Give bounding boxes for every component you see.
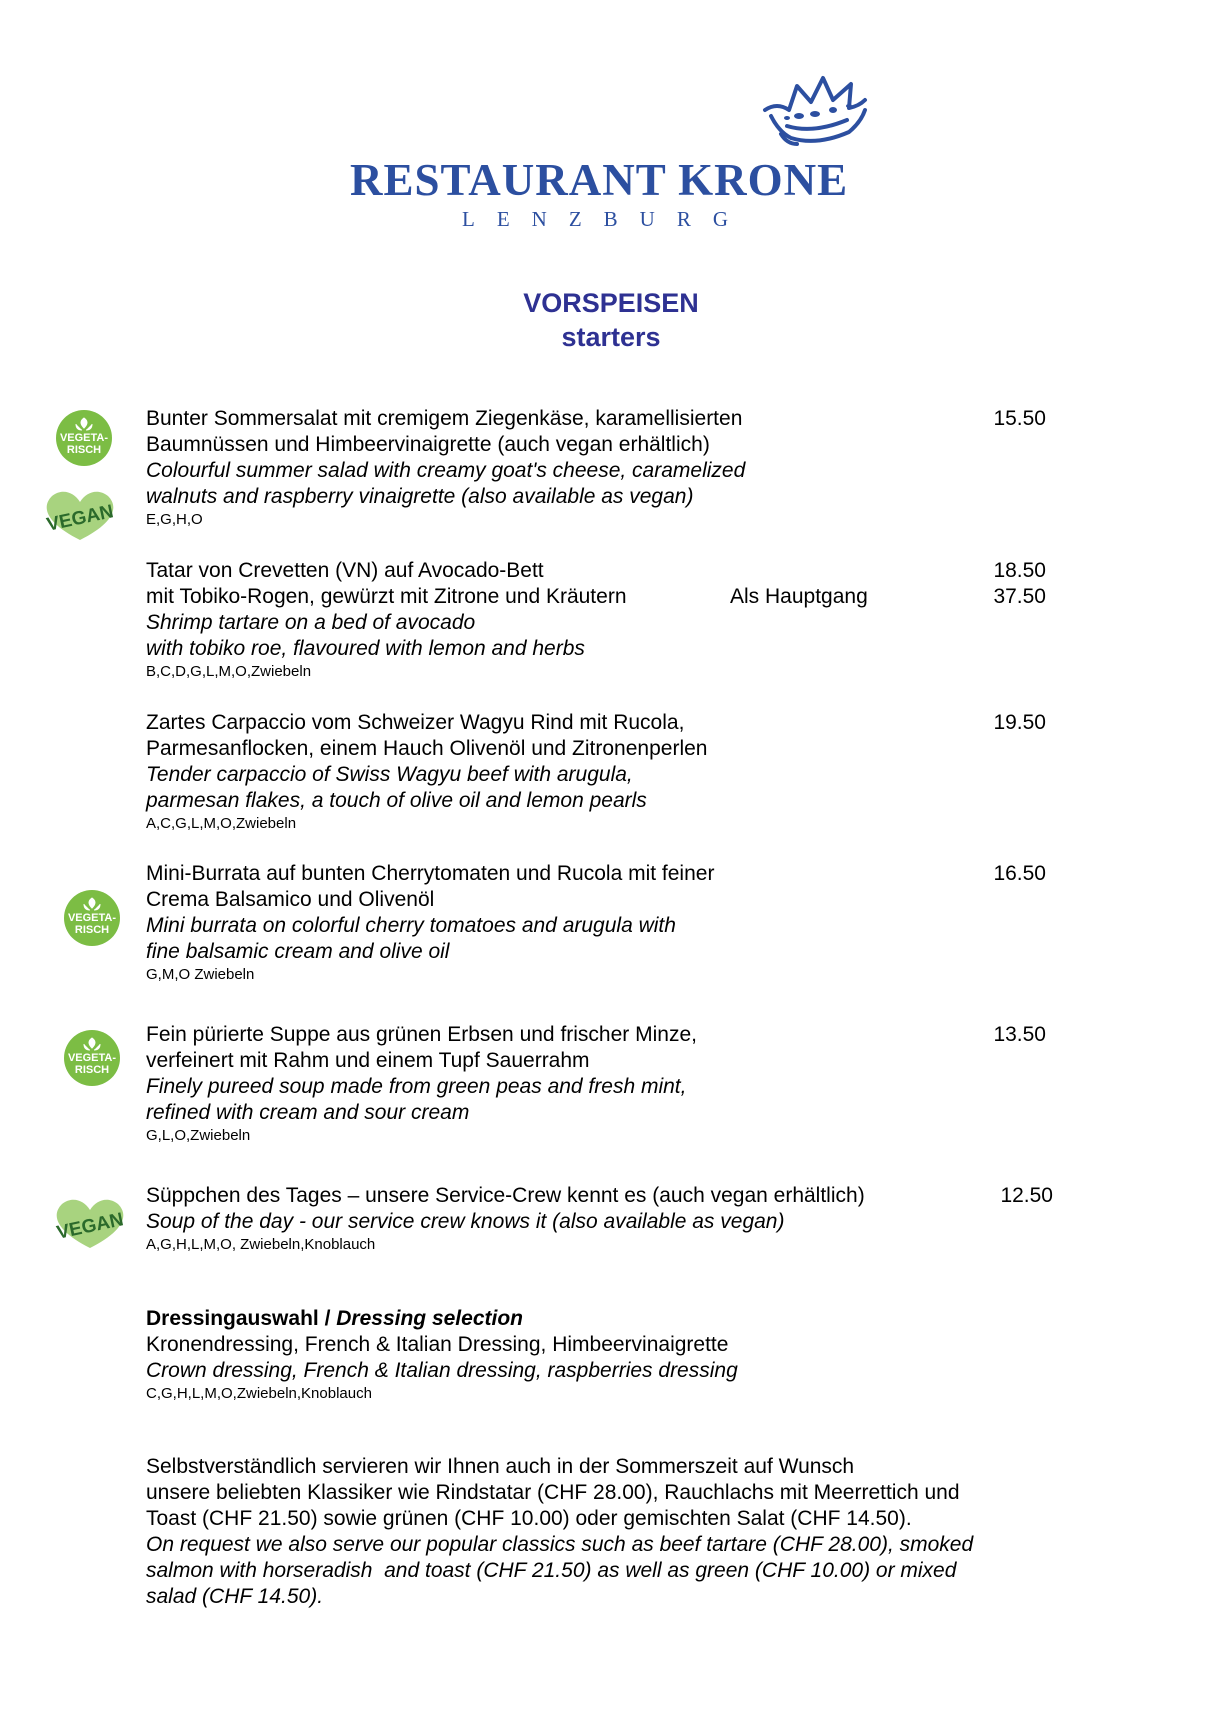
dressing-title-en: Dressing selection [336, 1307, 523, 1330]
item-price: 16.50 [993, 862, 1046, 885]
item-name-en: Colourful summer salad with creamy goat's cheese, caramelized [146, 459, 746, 482]
dressing-title-de: Dressingauswahl [146, 1307, 319, 1330]
item-name-en: with tobiko roe, flavoured with lemon and herbs [146, 637, 585, 660]
item-name-de: Süppchen des Tages – unsere Service-Crew kennt es (auch vegan erhältlich) [146, 1184, 865, 1207]
item-name-de: mit Tobiko-Rogen, gewürzt mit Zitrone und Kräutern [146, 585, 627, 608]
dressing-allergens: C,G,H,L,M,O,Zwiebeln,Knoblauch [146, 1385, 372, 1402]
vegetarisch-icon [62, 1028, 122, 1088]
item-name-de: Fein pürierte Suppe aus grünen Erbsen und frischer Minze, [146, 1023, 697, 1046]
classics-note [146, 1454, 973, 1610]
item-allergens: G,M,O Zwiebeln [146, 966, 255, 983]
vegetarisch-icon [54, 408, 114, 468]
restaurant-logo [0, 0, 1222, 240]
dressing-options-de: Kronendressing, French & Italian Dressing, Himbeervinaigrette [146, 1333, 729, 1356]
item-name-de: Zartes Carpaccio vom Schweizer Wagyu Rind mit Rucola, [146, 711, 685, 734]
item-name-en: Mini burrata on colorful cherry tomatoes and arugula with [146, 914, 676, 937]
vegan-text: VEGAN [44, 501, 116, 536]
item-name-de: Mini-Burrata auf bunten Cherrytomaten und Rucola mit feiner [146, 862, 715, 885]
item-name-de: Parmesanflocken, einem Hauch Olivenöl und Zitronenperlen [146, 737, 708, 760]
dressing-options-en: Crown dressing, French & Italian dressing, raspberries dressing [146, 1359, 738, 1382]
vegetarisch-text-2: RISCH [74, 1064, 110, 1076]
item-name-en: Shrimp tartare on a bed of avocado [146, 611, 476, 634]
item-name-de: Tatar von Crevetten (VN) auf Avocado-Bett [146, 559, 544, 582]
item-price: 18.50 [993, 559, 1046, 582]
vegetarisch-text-1: VEGETA- [59, 432, 109, 444]
main-course-price: 37.50 [993, 585, 1046, 608]
vegetarisch-text-1: VEGETA- [67, 912, 117, 924]
item-allergens: B,C,D,G,L,M,O,Zwiebeln [146, 663, 312, 680]
item-price: 12.50 [1000, 1184, 1053, 1207]
item-name-de: Crema Balsamico und Olivenöl [146, 888, 435, 911]
item-name-en: Finely pureed soup made from green peas and fresh mint, [146, 1075, 687, 1098]
menu-item [146, 1022, 1046, 1146]
note-en-line: On request we also serve our popular classics such as beef tartare (CHF 28.00), smoked [146, 1533, 974, 1556]
item-price: 19.50 [993, 711, 1046, 734]
section-title-en: starters [561, 322, 661, 352]
item-allergens: E,G,H,O [146, 511, 203, 528]
item-allergens: G,L,O,Zwiebeln [146, 1127, 251, 1144]
item-name-en: fine balsamic cream and olive oil [146, 940, 450, 963]
brand-name: RESTAURANT KRONE [350, 155, 849, 205]
vegan-icon [38, 484, 122, 544]
item-name-en: refined with cream and sour cream [146, 1101, 470, 1124]
section-title-de: VORSPEISEN [523, 288, 699, 318]
vegetarisch-icon [62, 888, 122, 948]
item-name-en: parmesan flakes, a touch of olive oil and lemon pearls [146, 789, 647, 812]
item-allergens: A,G,H,L,M,O, Zwiebeln,Knoblauch [146, 1236, 376, 1253]
main-course-label: Als Hauptgang [730, 585, 868, 608]
menu-item [146, 1183, 1053, 1255]
menu-item [146, 406, 1046, 530]
menu-item [146, 710, 1046, 834]
item-name-en: Soup of the day - our service crew knows it (also available as vegan) [146, 1210, 785, 1233]
item-price: 13.50 [993, 1023, 1046, 1046]
vegan-text: VEGAN [54, 1209, 126, 1244]
dressing-title-separator: / [318, 1307, 337, 1330]
note-de-line: Selbstverständlich servieren wir Ihnen auch in der Sommerszeit auf Wunsch [146, 1455, 855, 1478]
item-name-en: walnuts and raspberry vinaigrette (also available as vegan) [146, 485, 694, 508]
vegetarisch-text-1: VEGETA- [67, 1052, 117, 1064]
dressing-section [146, 1306, 738, 1404]
item-allergens: A,C,G,L,M,O,Zwiebeln [146, 815, 297, 832]
note-en-line: salmon with horseradish and toast (CHF 21.50) as well as green (CHF 10.00) or mixed [146, 1559, 957, 1582]
menu-item [146, 861, 1046, 985]
item-name-de: Baumnüssen und Himbeervinaigrette (auch vegan erhältlich) [146, 433, 710, 456]
note-en-line: salad (CHF 14.50). [146, 1585, 324, 1608]
note-de-line: unsere beliebten Klassiker wie Rindstatar (CHF 28.00), Rauchlachs mit Meerrettich und [146, 1481, 960, 1504]
brand-city: LENZBURG [462, 207, 750, 231]
note-de-line: Toast (CHF 21.50) sowie grünen (CHF 10.00) oder gemischten Salat (CHF 14.50). [146, 1507, 912, 1530]
item-name-en: Tender carpaccio of Swiss Wagyu beef with arugula, [146, 763, 633, 786]
vegetarisch-text-2: RISCH [66, 444, 102, 456]
vegetarisch-text-2: RISCH [74, 924, 110, 936]
crown-icon [757, 72, 877, 152]
item-name-de: verfeinert mit Rahm und einem Tupf Sauerrahm [146, 1049, 590, 1072]
item-price: 15.50 [993, 407, 1046, 430]
vegan-icon [48, 1192, 132, 1252]
item-name-de: Bunter Sommersalat mit cremigem Ziegenkäse, karamellisierten [146, 407, 743, 430]
menu-item [146, 558, 1046, 682]
